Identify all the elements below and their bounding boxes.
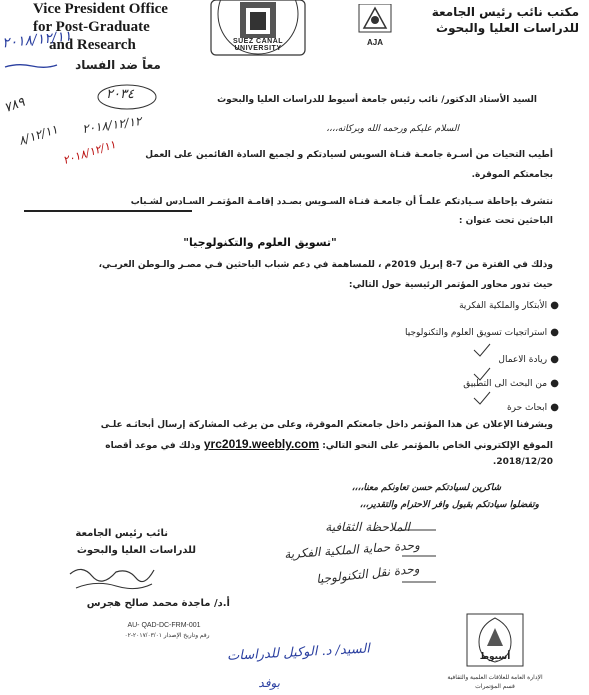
signature-scribble-icon <box>66 560 156 594</box>
handwritten-signature <box>66 560 156 594</box>
axis-item: ● ريادة الاعمال <box>498 354 559 365</box>
signature-block <box>36 528 196 556</box>
aja-logo-text: AJA <box>366 38 383 47</box>
paragraph-3-suffix: وذلك في موعد أقصاه <box>105 441 201 451</box>
header-ar-line1: مكتب نائب رئيس الجامعة <box>431 5 579 19</box>
handwritten-bottom-note-2: بوفد <box>258 676 280 690</box>
axes-list <box>299 300 559 426</box>
conference-title: "تسويق العلوم والتكنولوجيا" <box>183 236 337 249</box>
handwritten-bottom-note: السيد/ د. الوكيل للدراسات <box>226 641 371 664</box>
header-en-line2: for Post-Graduate <box>33 19 150 35</box>
university-logo-text: SUEZ CANAL UNIVERSITY <box>232 38 284 52</box>
admin-line-2: قسم المؤتمرات <box>475 684 515 690</box>
handwritten-number-3: ٧٨٩ <box>2 94 27 117</box>
handwritten-red-date: ٢٠١٨/١٢/١١ <box>61 137 118 168</box>
handwritten-annotation-3: وحدة نقل التكنولوجيا <box>315 561 421 587</box>
conference-date-line: وذلك في الفترة من 7-8 إبريل 2019م ، للمساهمة في دعم شباب الباحثين فـي مصـر والـوطن العربـي، <box>98 260 553 270</box>
addressee: السيد الأستاذ الدكتور/ نائب رئيس جامعة أسيوط للدراسات العليا والبحوث <box>217 95 537 105</box>
header-ar-line2: للدراسات العليا والبحوث <box>436 21 579 35</box>
annotation-arrows <box>400 522 440 592</box>
closing-line: وتفضلوا سيادتكم بقبول وافر الاحترام والتقدير،،، <box>359 500 539 510</box>
paragraph-2-line-a: نتشرف بإحاطة سـيادتكم علمـاً أن جامعـة قنـاة السـويس بصـدد إقامـة المؤتمـر السـادس لشـباب <box>130 197 553 207</box>
assiut-name: أسيوط <box>479 652 511 662</box>
handwritten-date-top: ٢٠١٨/١٢/١١ <box>1 28 73 52</box>
assiut-stamp <box>410 612 580 692</box>
signatory-title-1: نائب رئيس الجامعة <box>75 528 168 539</box>
handwritten-number-2: ٢٠١٨/١٢/١٢ <box>81 113 143 137</box>
anti-corruption-slogan: معاً ضد الفساد <box>75 58 161 72</box>
tick-marks <box>470 342 500 412</box>
scribble-icon <box>4 63 58 69</box>
axis-item: ● من البحث الى التطبيق <box>463 378 559 389</box>
paragraph-1-line-a: أطيب التحيات من أسـرة جامعـة قنـاة السويس لسيادتكم و لجميع السادة القائمين على العمل <box>145 150 553 160</box>
admin-line-1: الإدارة العامة للعلاقات العلمية والثقافية <box>447 675 543 681</box>
university-logo <box>210 0 306 56</box>
arabic-header <box>432 4 579 36</box>
handwritten-annotation-1: الملاحظة الثقافية <box>325 520 410 534</box>
underline-conference <box>24 210 192 212</box>
handwritten-annotation-2: وحدة حماية الملكية الفكرية <box>283 537 421 562</box>
check-marks-icon <box>470 342 500 412</box>
axes-intro: حيث تدور محاور المؤتمر الرئيسية حول التالي: <box>348 280 553 290</box>
aja-emblem-icon <box>356 4 394 34</box>
signatory-name: أ.د/ ماجدة محمد صالح هجرس <box>86 598 230 609</box>
form-code: AU- QAD-DC-FRM-001 <box>127 622 201 629</box>
arrow-marks-icon <box>400 522 440 592</box>
conference-website[interactable]: yrc2019.weebly.com <box>203 437 320 451</box>
paragraph-2-line-b: الباحثين تحت عنوان : <box>458 216 553 226</box>
submission-deadline: 2018/12/20. <box>492 457 553 467</box>
signatory-title-2: للدراسات العليا والبحوث <box>76 545 196 556</box>
underline-scribble <box>4 54 58 60</box>
axis-item: ● الأبتكار والملكية الفكرية <box>459 300 559 311</box>
axis-item: ● استراتجيات تسويق العلوم والتكنولوجيا <box>405 327 559 338</box>
thanks-line: شاكرين لسيادتكم حسن تعاونكم معنا،،،، <box>351 483 501 493</box>
handwritten-number-1: ٢٠٣٤ <box>106 87 134 102</box>
aja-logo <box>356 4 394 47</box>
revision-line: رقم وتاريخ الإصدار ٢٠١٧/٠٣/٠١-٠٢ <box>124 633 210 639</box>
axis-item: ● ابحاث حرة <box>506 402 559 413</box>
handwritten-number-4: ٨/١٢/١١ <box>16 122 60 148</box>
greeting: السلام عليكم ورحمه الله وبركاته،،،، <box>326 124 459 134</box>
paragraph-3-line-b <box>13 437 553 451</box>
paragraph-3-prefix: الموقع الإلكتروني الخاص بالمؤتمر على النحو التالي: <box>322 441 553 451</box>
header-en-line3: and Research <box>49 37 136 53</box>
header-en-line1: Vice President Office <box>33 1 168 17</box>
paragraph-3-line-a: ويشرفنا الإعلان عن هذا المؤتمر داخل جامعتكم الموقرة، وعلى من يرغب المشاركة إرسال أبحاثـه علـى <box>100 420 553 430</box>
paragraph-1-line-b: بجامعتكم الموقرة. <box>471 170 553 180</box>
